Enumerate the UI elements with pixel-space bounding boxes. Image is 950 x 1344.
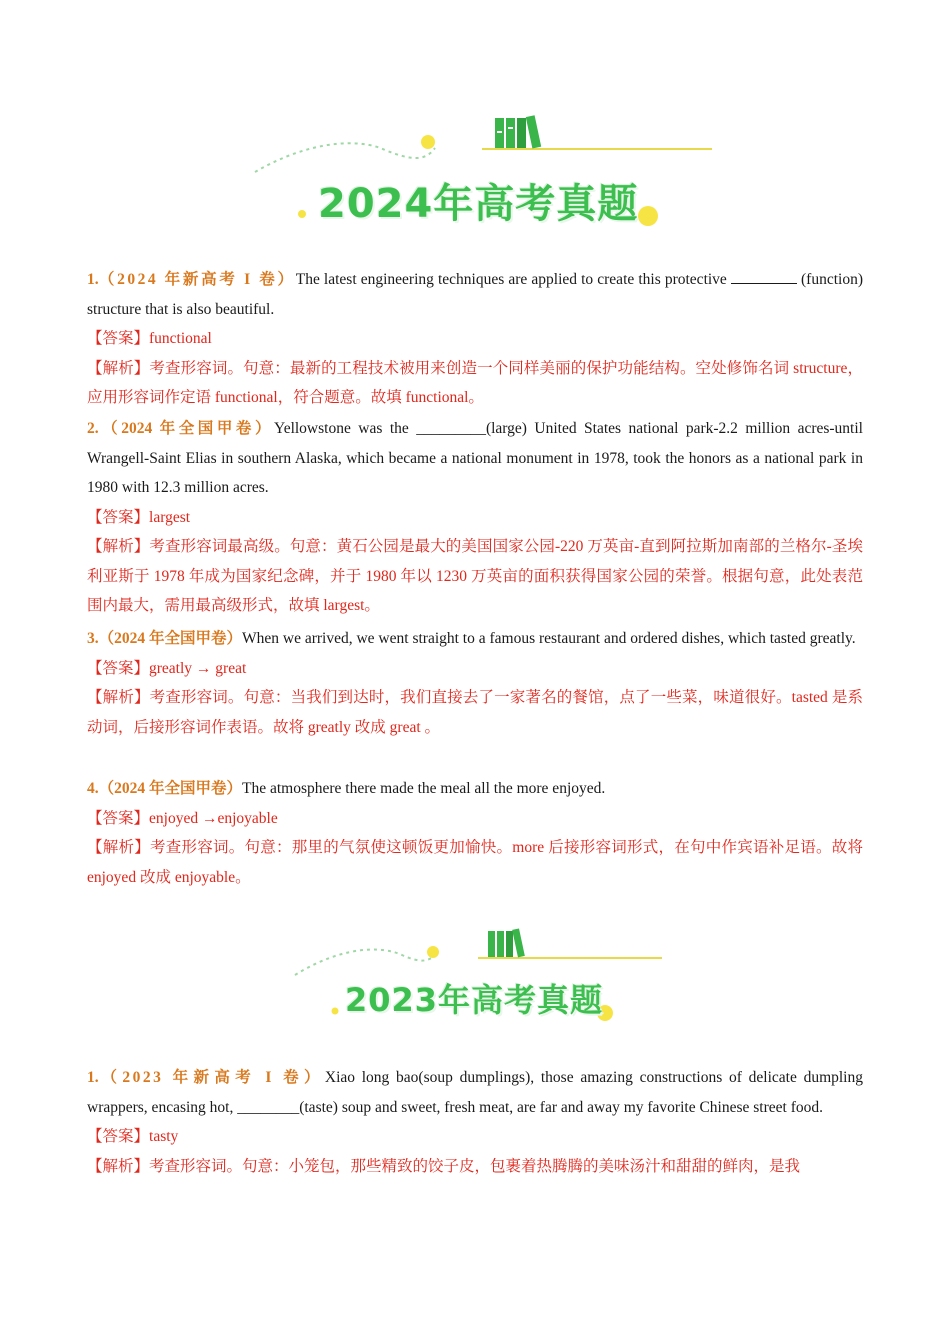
answer-line (87, 503, 863, 533)
question-body: Yellowstone was the _________(large) United States national park-2.2 million acres-until Wrangell-Saint Elias in southern Alaska, which became a national monument in 1978, took the honors as a national park in 1980 with 12.3 million acres. (87, 420, 863, 496)
analysis-tag: 【解析】 (87, 359, 150, 377)
answer-tag: 【答案】 (87, 1128, 150, 1145)
section-banner-2023 (290, 925, 670, 1035)
answer-text: largest (149, 508, 191, 526)
question-item (87, 265, 863, 413)
answer-line (87, 654, 863, 684)
answer-text: greatly → great (149, 659, 247, 677)
analysis-text: 考查形容词。句意：当我们到达时，我们直接去了一家著名的餐馆，点了一些菜，味道很好。tasted 是系动词，后接形容词作表语。故将 greatly 改成 great 。 (87, 689, 863, 736)
question-text (87, 414, 863, 503)
answer-line (87, 1122, 863, 1152)
question-number: 3. (87, 630, 99, 647)
answer-text: functional (149, 330, 212, 347)
analysis-tag: 【解析】 (87, 839, 151, 856)
answer-text: tasty (149, 1128, 179, 1145)
question-body: Xiao long bao(soup dumplings), those amazing constructions of delicate dumpling wrappers, encasing hot, ________(taste) soup and sweet, fresh meat, are far and away my favorite Chinese street food. (87, 1069, 863, 1116)
analysis-tag: 【解析】 (87, 689, 150, 706)
question-source: （2024 年全国甲卷） (98, 780, 243, 797)
question-number: 1. (87, 1069, 99, 1086)
question-source: （2023 年新高考 I 卷） (98, 1069, 325, 1086)
answer-tag: 【答案】 (87, 330, 150, 347)
question-text (87, 624, 863, 654)
answer-tag: 【答案】 (87, 659, 150, 677)
analysis-line (87, 1152, 863, 1182)
question-source: （2024 年全国甲卷） (98, 420, 275, 437)
question-source: （2024 年全国甲卷） (98, 630, 243, 647)
question-item (87, 774, 863, 892)
section-banner-2024 (250, 110, 720, 240)
answer-line (87, 804, 863, 834)
question-source: （2024 年新高考 I 卷） (98, 271, 296, 288)
question-text (87, 265, 863, 324)
analysis-tag: 【解析】 (87, 538, 150, 555)
analysis-line (87, 833, 863, 892)
answer-tag: 【答案】 (87, 508, 150, 526)
banner-title: 2023年高考真题 (345, 981, 604, 1019)
question-text (87, 774, 863, 804)
answer-text: enjoyed →enjoyable (149, 809, 278, 827)
question-body: When we arrived, we went straight to a famous restaurant and ordered dishes, which tasted greatly. (242, 630, 856, 647)
analysis-line (87, 532, 863, 621)
question-item (87, 414, 863, 621)
question-part: The latest engineering techniques are applied to create this protective (295, 271, 731, 288)
question-number: 1. (87, 271, 99, 288)
answer-tag: 【答案】 (87, 809, 150, 827)
analysis-text: 考查形容词。句意：小笼包，那些精致的饺子皮，包裹着热腾腾的美味汤汁和甜甜的鲜肉，是我 (149, 1157, 801, 1175)
question-part: (function) structure that is also beautiful. (87, 271, 863, 318)
answer-line (87, 324, 863, 354)
question-number: 2. (87, 420, 99, 437)
answer-blank (731, 269, 797, 284)
banner-title: 2024年高考真题 (318, 181, 639, 227)
analysis-text: 考查形容词。句意：那里的气氛使这顿饭更加愉快。more 后接形容词形式，在句中作宾语补足语。故将 enjoyed 改成 enjoyable。 (87, 839, 863, 886)
question-body: The atmosphere there made the meal all the more enjoyed. (242, 780, 606, 797)
question-text (87, 1063, 863, 1122)
analysis-text: 考查形容词最高级。句意：黄石公园是最大的美国国家公园-220 万英亩-直到阿拉斯加南部的兰格尔-圣埃利亚斯于 1978 年成为国家纪念碑，并于 1980 年以 1230 万英亩的面积获得国家公园的荣誉。根据句意，此处表范围内最大，需用最高级形式，故填 largest。 (87, 538, 863, 614)
analysis-text: 考查形容词。句意：最新的工程技术被用来创造一个同样美丽的保护功能结构。空处修饰名词 structure，应用形容词作定语 functional，符合题意。故填 functional。 (87, 359, 863, 406)
analysis-line (87, 683, 863, 742)
analysis-tag: 【解析】 (87, 1157, 150, 1175)
question-number: 4. (87, 780, 99, 797)
question-item (87, 624, 863, 742)
question-item (87, 1063, 863, 1181)
analysis-line (87, 354, 863, 413)
